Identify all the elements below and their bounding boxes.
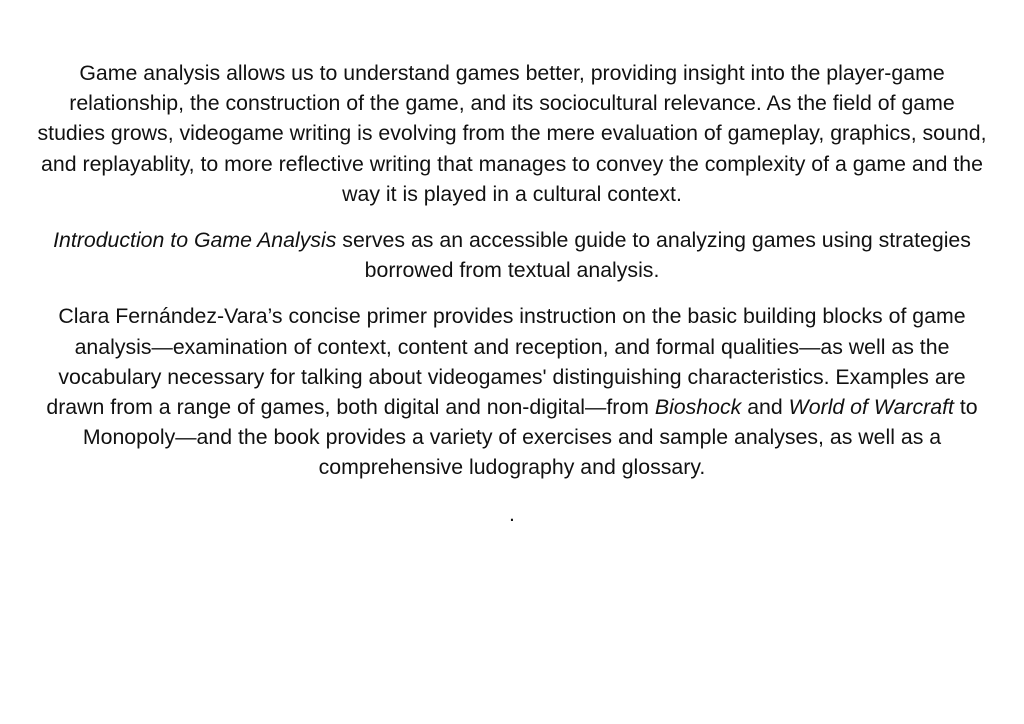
description-text-start: Clara Fernández-Vara’s concise primer provides instruction on the basic building blocks of game analysis—examination of context, content and reception, and formal qualities—as well as the vocabulary necessary for talking about videogames' distinguishing characteristics. Examples are drawn from a range of games, both digital and non-digital—from (46, 304, 966, 420)
game-title-bioshock: Bioshock (654, 395, 742, 420)
book-summary-paragraph (34, 225, 990, 285)
book-title: Introduction to Game Analysis (53, 228, 337, 253)
conjunction-text: and (741, 395, 789, 420)
book-summary-text: serves as an accessible guide to analyzing games using strategies borrowed from textual analysis. (336, 228, 971, 283)
trailing-period: . (509, 501, 515, 526)
game-title-world-of-warcraft: World of Warcraft (788, 395, 954, 420)
document-page (0, 58, 1024, 529)
author-description-paragraph (34, 301, 990, 482)
intro-paragraph: Game analysis allows us to understand games better, providing insight into the player-game relationship, the construction of the game, and its sociocultural relevance. As the field of game studies grows, videogame writing is evolving from the mere evaluation of gameplay, graphics, sound, and replayablity, to more reflective writing that manages to convey the complexity of a game and the way it is played in a cultural context. (37, 61, 987, 206)
description-text-end: to Monopoly—and the book provides a variety of exercises and sample analyses, as well as a comprehensive ludography and glossary. (82, 395, 978, 480)
